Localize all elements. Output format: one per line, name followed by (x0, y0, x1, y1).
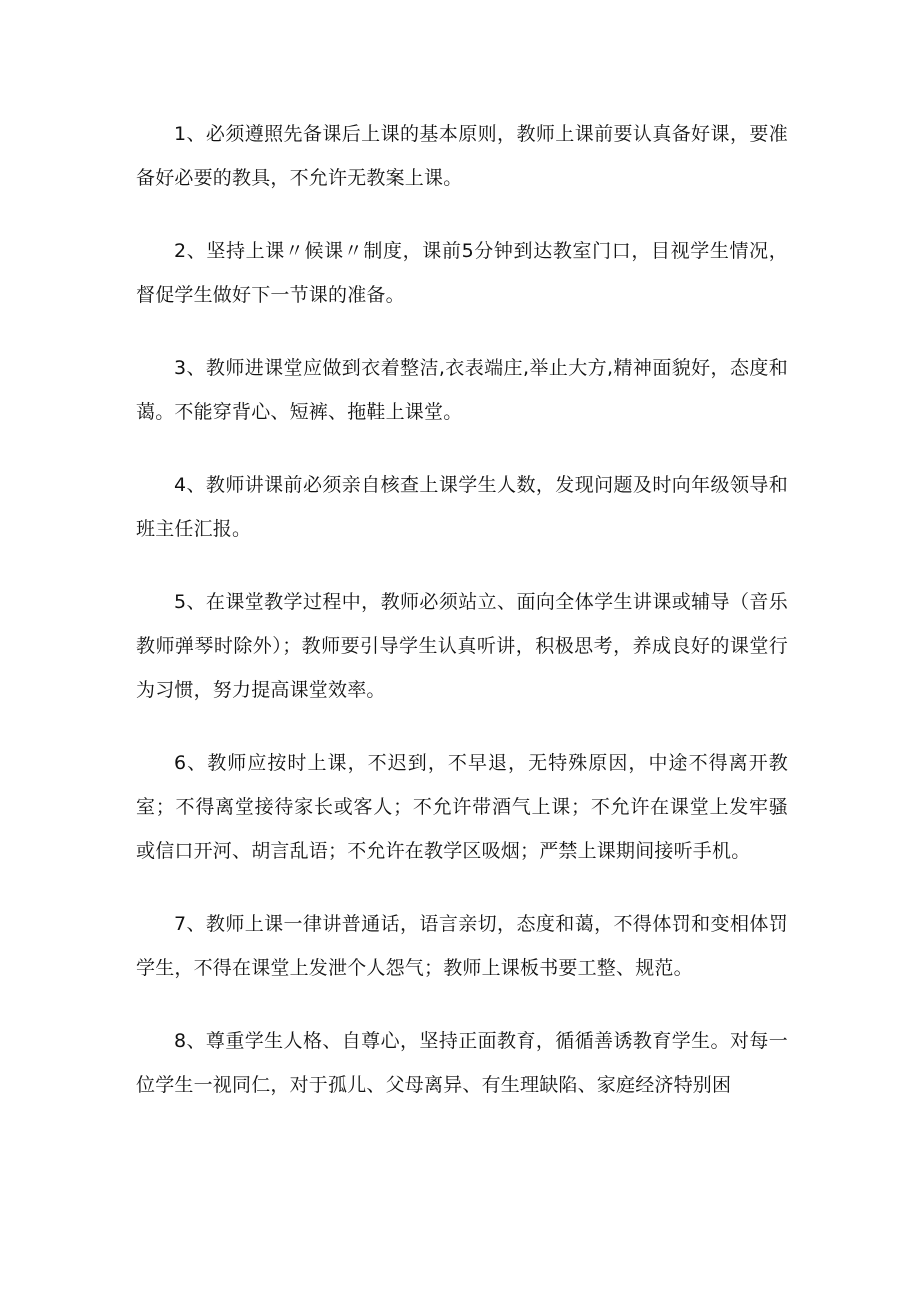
paragraph-rule-5: 5、在课堂教学过程中，教师必须站立、面向全体学生讲课或辅导（音乐教师弹琴时除外）；教师要引导学生认真听讲，积极思考，养成良好的课堂行为习惯，努力提高课堂效率。 (136, 591, 788, 701)
paragraph-rule-7: 7、教师上课一律讲普通话，语言亲切，态度和蔼，不得体罚和变相体罚学生，不得在课堂上发泄个人怨气；教师上课板书要工整、规范。 (136, 913, 788, 979)
paragraph-rule-1: 1、必须遵照先备课后上课的基本原则，教师上课前要认真备好课，要准备好必要的教具，不允许无教案上课。 (136, 123, 788, 189)
paragraph-rule-6: 6、教师应按时上课，不迟到，不早退，无特殊原因，中途不得离开教室；不得离堂接待家长或客人；不允许带酒气上课；不允许在课堂上发牢骚或信口开河、胡言乱语；不允许在教学区吸烟；严禁上课期间接听手机。 (136, 752, 788, 862)
paragraph-rule-8: 8、尊重学生人格、自尊心，坚持正面教育，循循善诱教育学生。对每一位学生一视同仁，对于孤儿、父母离异、有生理缺陷、家庭经济特别困 (136, 1030, 788, 1096)
paragraph-rule-4: 4、教师讲课前必须亲自核查上课学生人数，发现问题及时向年级领导和班主任汇报。 (136, 474, 788, 540)
document-body (136, 112, 788, 1136)
paragraph-rule-2: 2、坚持上课〃候课〃制度，课前5分钟到达教室门口，目视学生情况，督促学生做好下一节课的准备。 (136, 240, 788, 306)
paragraph-rule-3: 3、教师进课堂应做到衣着整洁,衣表端庄,举止大方,精神面貌好，态度和蔼。不能穿背心、短裤、拖鞋上课堂。 (136, 357, 788, 423)
